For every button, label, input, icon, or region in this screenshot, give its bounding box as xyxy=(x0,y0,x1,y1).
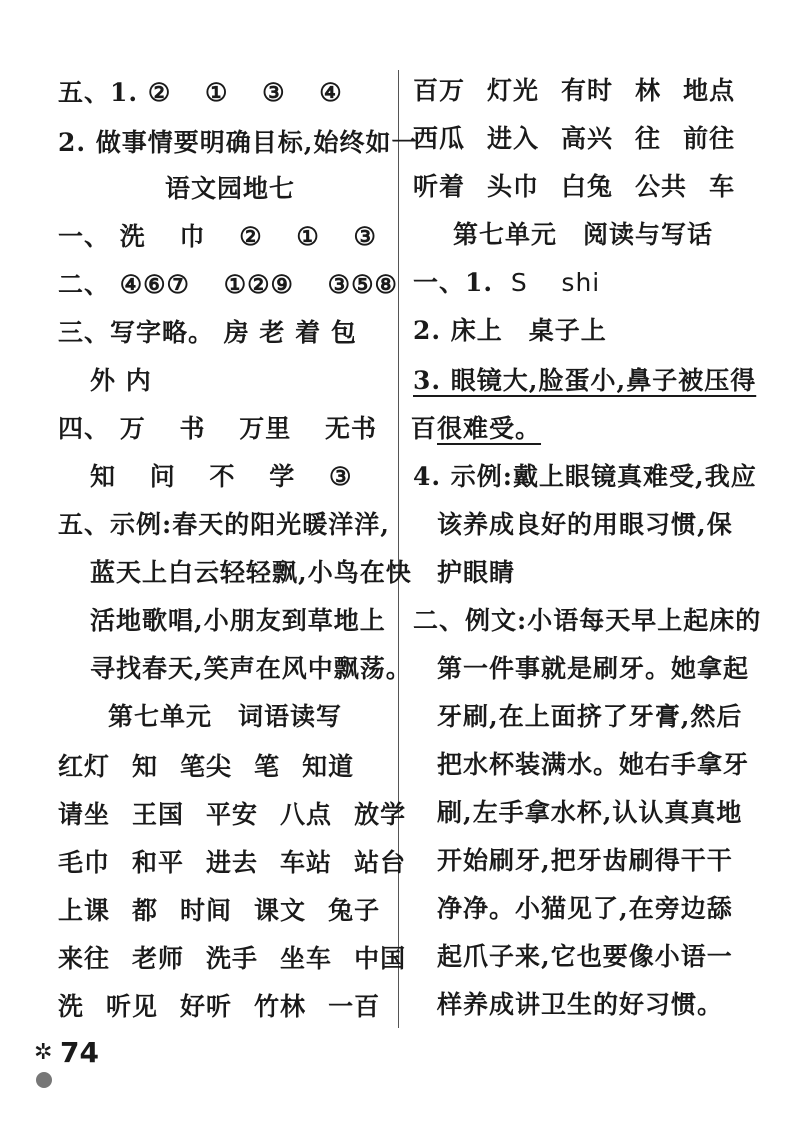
answer-line: 寻找春天,笑声在风中飘荡。 xyxy=(90,654,412,683)
word-row xyxy=(58,800,428,830)
word: 灯光 xyxy=(487,76,540,105)
essay-line: 牙刷,在上面挤了牙膏,然后 xyxy=(437,702,743,731)
page-number: 74 xyxy=(60,1036,99,1069)
answer: 学 xyxy=(269,462,296,491)
word-row xyxy=(413,124,757,154)
word: 都 xyxy=(132,896,159,925)
word: 车 xyxy=(709,172,736,201)
answer: 知 xyxy=(90,462,117,491)
answer: S xyxy=(510,268,528,297)
answer-line: 蓝天上白云轻轻飘,小鸟在快 xyxy=(90,558,412,587)
word: 竹林 xyxy=(254,992,307,1021)
answer: ④ xyxy=(319,78,343,107)
answer: ③ xyxy=(262,78,286,107)
word: 毛巾 xyxy=(58,848,111,877)
answer: ③ xyxy=(353,222,377,251)
answer-line xyxy=(58,414,461,444)
word-row xyxy=(413,76,757,106)
answer: ③⑤⑧ xyxy=(327,270,398,299)
word-row xyxy=(413,172,757,202)
answer-5-2: 2. 做事情要明确目标,始终如一 xyxy=(58,128,418,157)
word: 笔 xyxy=(254,752,281,781)
answer-line xyxy=(90,462,376,492)
answer-line: 2. 床上 桌子上 xyxy=(413,316,607,345)
word: 西瓜 xyxy=(413,124,466,153)
word: 时间 xyxy=(180,896,233,925)
answer-line: 3. 眼镜大,脸蛋小,鼻子被压得 xyxy=(413,366,757,395)
word-row xyxy=(58,992,402,1022)
word: 前往 xyxy=(683,124,736,153)
word: 上课 xyxy=(58,896,111,925)
section-heading: 语文园地七 xyxy=(165,174,296,203)
word: 八点 xyxy=(280,800,333,829)
answer: 万里 xyxy=(239,414,292,443)
word: 平安 xyxy=(206,800,259,829)
essay-line: 刷,左手拿水杯,认认真真地 xyxy=(437,798,743,827)
word: 公共 xyxy=(635,172,688,201)
essay-line: 样养成讲卫生的好习惯。 xyxy=(437,990,724,1019)
answer: 问 xyxy=(149,462,176,491)
answer: 书 xyxy=(179,414,206,443)
essay-line: 净净。小猫见了,在旁边舔 xyxy=(437,894,733,923)
answer: 洗 xyxy=(119,222,146,251)
word: 笔尖 xyxy=(180,752,233,781)
section-heading: 第七单元 阅读与写话 xyxy=(453,220,714,249)
star-icon: ✲ xyxy=(34,1040,53,1065)
word: 知道 xyxy=(302,752,355,781)
word: 来往 xyxy=(58,944,111,973)
answer-line: 三、写字略。 房 老 着 包 xyxy=(58,318,357,347)
answer: ④⑥⑦ xyxy=(119,270,190,299)
answer-line: 护眼睛 xyxy=(437,558,516,587)
answer: ② xyxy=(239,222,263,251)
answer: ② xyxy=(147,78,172,107)
answer-line: 该养成良好的用眼习惯,保 xyxy=(437,510,733,539)
section-heading: 第七单元 词语读写 xyxy=(108,702,343,731)
word: 进入 xyxy=(487,124,540,153)
word: 兔子 xyxy=(328,896,381,925)
answer: shi xyxy=(561,268,601,297)
word: 红灯 xyxy=(58,752,111,781)
answer: 百 xyxy=(410,414,437,443)
answer: 无书 xyxy=(324,414,377,443)
answer-line: 活地歌唱,小朋友到草地上 xyxy=(90,606,386,635)
answer-line: 4. 示例:戴上眼镜真难受,我应 xyxy=(413,462,757,491)
essay-line: 开始刷牙,把牙齿刷得干干 xyxy=(437,846,733,875)
answer-line: 外 内 xyxy=(90,366,152,395)
word: 老师 xyxy=(132,944,185,973)
word-row xyxy=(58,896,402,926)
word: 坐车 xyxy=(280,944,333,973)
word: 洗手 xyxy=(206,944,259,973)
answer: 万 xyxy=(119,414,146,443)
word: 放学 xyxy=(354,800,407,829)
word: 请坐 xyxy=(58,800,111,829)
word: 有时 xyxy=(561,76,614,105)
answer: 不 xyxy=(209,462,236,491)
word: 一百 xyxy=(328,992,381,1021)
word: 课文 xyxy=(254,896,307,925)
item-number: 一、1. xyxy=(413,268,494,297)
item-number: 一、 xyxy=(58,222,111,251)
word: 听着 xyxy=(413,172,466,201)
word: 地点 xyxy=(683,76,736,105)
answer-5-1 xyxy=(58,78,367,108)
word: 听见 xyxy=(106,992,159,1021)
word-row xyxy=(58,848,428,878)
word: 和平 xyxy=(132,848,185,877)
word: 车站 xyxy=(280,848,333,877)
word: 知 xyxy=(132,752,159,781)
word: 高兴 xyxy=(561,124,614,153)
word: 白兔 xyxy=(561,172,614,201)
word: 中国 xyxy=(354,944,407,973)
answer-line xyxy=(413,268,600,298)
word-row xyxy=(58,944,428,974)
word: 洗 xyxy=(58,992,85,1021)
answer-line: 五、示例:春天的阳光暖洋洋, xyxy=(58,510,390,539)
word: 往 xyxy=(635,124,662,153)
word: 站台 xyxy=(354,848,407,877)
word-row xyxy=(58,752,376,782)
word: 王国 xyxy=(132,800,185,829)
word: 好听 xyxy=(180,992,233,1021)
essay-line: 第一件事就是刷牙。她拿起 xyxy=(437,654,750,683)
word: 百万 xyxy=(413,76,466,105)
answer: 巾 xyxy=(179,222,206,251)
answer: ① xyxy=(204,78,229,107)
word: 头巾 xyxy=(487,172,540,201)
item-number: 五、1. xyxy=(58,78,139,107)
essay-line: 二、例文:小语每天早上起床的 xyxy=(413,606,762,635)
answer-line: 很难受。 xyxy=(437,414,542,443)
item-number: 四、 xyxy=(58,414,111,443)
answer: ③ xyxy=(328,462,353,491)
answer-line xyxy=(58,270,422,300)
word: 进去 xyxy=(206,848,259,877)
column-divider xyxy=(398,70,399,1028)
answer: ① xyxy=(296,222,320,251)
essay-line: 起爪子来,它也要像小语一 xyxy=(437,942,733,971)
answer: ①②⑨ xyxy=(223,270,294,299)
bullet-dot-icon xyxy=(36,1072,52,1088)
answer-line xyxy=(58,222,401,252)
essay-line: 把水杯装满水。她右手拿牙 xyxy=(437,750,750,779)
word: 林 xyxy=(635,76,662,105)
item-number: 二、 xyxy=(58,270,111,299)
